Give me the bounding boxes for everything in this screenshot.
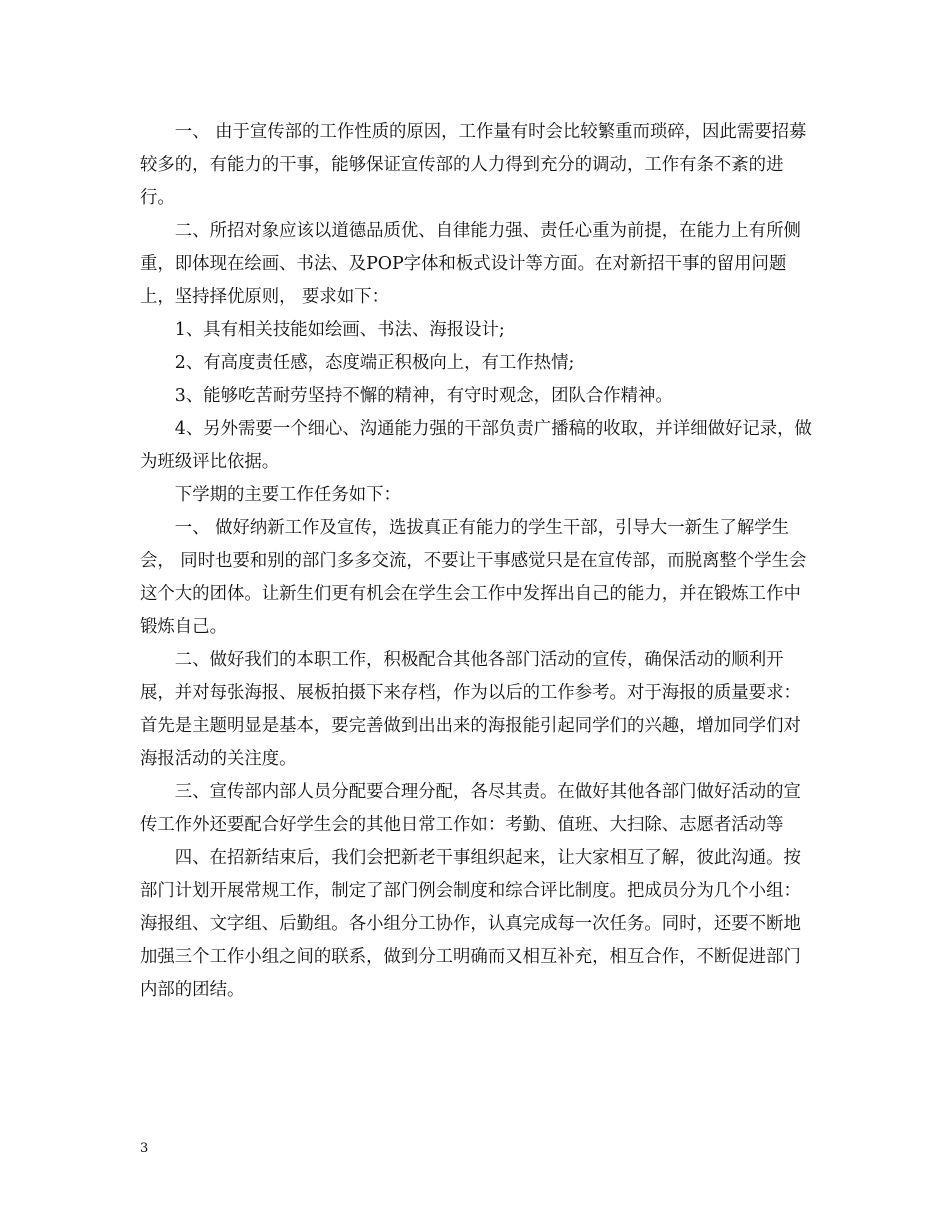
paragraph-task-3: 三、宣传部内部人员分配要合理分配，各尽其责。在做好其他各部门做好活动的宣传工作外还要配合好学生会的其他日常工作如：考勤、值班、大扫除、志愿者活动等 (140, 782, 801, 835)
requirement-item-3: 3、能够吃苦耐劳坚持不懈的精神，有守时观念，团队合作精神。 (174, 386, 673, 406)
section-heading-next-term: 下学期的主要工作任务如下： (174, 485, 401, 505)
requirement-item-4: 4、另外需要一个细心、沟通能力强的干部负责广播稿的收取，并详细做好记录，做为班级评比依据。 (140, 419, 812, 472)
paragraph-task-1: 一、 做好纳新工作及宣传，选拔真正有能力的学生干部，引导大一新生了解学生会， 同时也要和别的部门多多交流，不要让干事感觉只是在宣传部，而脱离整个学生会这个大的团体。让新生们更有机会在学生会工作中发挥出自己的能力，并在锻炼工作中锻炼自己。 (140, 518, 807, 637)
document-body (140, 116, 816, 1007)
paragraph-task-2: 二、做好我们的本职工作，积极配合其他各部门活动的宣传，确保活动的顺利开展，并对每张海报、展板拍摄下来存档，作为以后的工作参考。对于海报的质量要求：首先是主题明显是基本，要完善做到出出来的海报能引起同学们的兴趣，增加同学们对海报活动的关注度。 (140, 650, 801, 769)
requirement-item-1: 1、具有相关技能如绘画、书法、海报设计; (174, 320, 505, 340)
requirement-item-2: 2、有高度责任感，态度端正积极向上，有工作热情; (174, 353, 575, 373)
paragraph-task-4: 四、在招新结束后，我们会把新老干事组织起来，让大家相互了解，彼此沟通。按部门计划开展常规工作，制定了部门例会制度和综合评比制度。把成员分为几个小组：海报组、文字组、后勤组。各小组分工协作，认真完成每一次任务。同时，还要不断地加强三个工作小组之间的联系，做到分工明确而又相互补充，相互合作，不断促进部门内部的团结。 (140, 848, 801, 1000)
paragraph-recruit-reason: 一、 由于宣传部的工作性质的原因，工作量有时会比较繁重而琐碎，因此需要招募较多的，有能力的干事，能够保证宣传部的人力得到充分的调动，工作有条不紊的进行。 (140, 122, 807, 208)
paragraph-recruit-criteria: 二、所招对象应该以道德品质优、自律能力强、责任心重为前提，在能力上有所侧重，即体现在绘画、书法、及POP字体和板式设计等方面。在对新招干事的留用问题上，坚持择优原则， 要求如下： (140, 221, 801, 307)
page-number: 3 (140, 1141, 149, 1156)
